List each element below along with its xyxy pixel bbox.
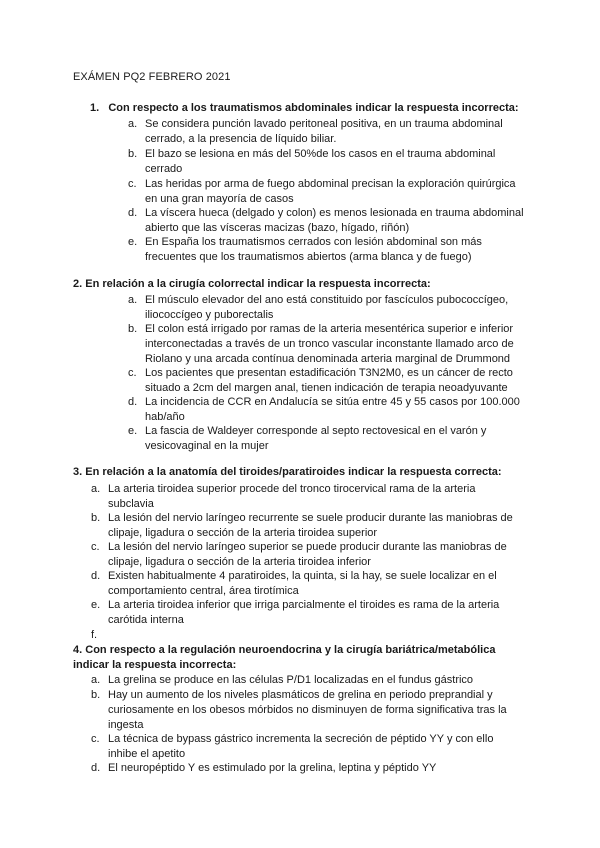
option-line: subclavia bbox=[108, 498, 154, 510]
option-3b bbox=[91, 511, 513, 541]
option-line: La grelina se produce en las células P/D1 localizadas en el fundus gástrico bbox=[108, 674, 474, 686]
option-letter: e. bbox=[91, 599, 101, 611]
option-1a bbox=[128, 117, 503, 147]
option-line: Se considera punción lavado peritoneal positiva, en un trauma abdominal bbox=[145, 118, 503, 130]
question-2-heading bbox=[73, 277, 431, 292]
option-line: abierto que las vísceras macizas (bazo, hígado, riñón) bbox=[145, 222, 410, 234]
option-letter: c. bbox=[91, 541, 100, 553]
option-line: carótida interna bbox=[108, 614, 184, 626]
option-line: clipaje, ligadura o sección de la arteria tiroidea superior bbox=[108, 527, 378, 539]
option-line: inhibe el apetito bbox=[108, 748, 186, 760]
option-4c bbox=[91, 732, 493, 762]
option-letter: c. bbox=[128, 178, 137, 190]
option-line: Existen habitualmente 4 paratiroides, la quinta, si la hay, se suele localizar en el bbox=[108, 570, 497, 582]
option-line: La incidencia de CCR en Andalucía se sitúa entre 45 y 55 casos por 100.000 bbox=[145, 396, 520, 408]
question-number: 1. bbox=[90, 102, 100, 114]
option-letter: b. bbox=[128, 323, 138, 335]
option-line: El músculo elevador del ano está constituido por fascículos pubococcígeo, bbox=[145, 294, 509, 306]
option-letter: d. bbox=[91, 762, 101, 774]
option-letter: d. bbox=[91, 570, 101, 582]
question-number: 4. bbox=[73, 644, 83, 656]
question-number: 2. bbox=[73, 278, 83, 290]
option-letter: a. bbox=[128, 294, 138, 306]
option-line: En España los traumatismos cerrados con lesión abdominal son más bbox=[145, 236, 482, 248]
option-4b bbox=[91, 688, 507, 733]
option-letter: d. bbox=[128, 207, 138, 219]
option-line: vesicovaginal en la mujer bbox=[145, 440, 269, 452]
option-line: La fascia de Waldeyer corresponde al septo rectovesical en el varón y bbox=[145, 425, 487, 437]
option-line: La técnica de bypass gástrico incrementa la secreción de péptido YY y con ello bbox=[108, 733, 494, 745]
option-letter: e. bbox=[128, 236, 138, 248]
option-letter: a. bbox=[91, 674, 101, 686]
question-text: indicar la respuesta incorrecta: bbox=[73, 659, 237, 671]
question-1-heading bbox=[90, 101, 519, 116]
question-text: Con respecto a los traumatismos abdominales indicar la respuesta incorrecta: bbox=[108, 102, 519, 114]
question-3-heading bbox=[73, 465, 502, 480]
option-2b bbox=[128, 322, 514, 367]
option-3c bbox=[91, 540, 507, 570]
option-line: El neuropéptido Y es estimulado por la grelina, leptina y péptido YY bbox=[108, 762, 437, 774]
option-line: La arteria tiroidea inferior que irriga parcialmente el tiroides es rama de la arteria bbox=[108, 599, 500, 611]
option-line: Hay un aumento de los niveles plasmáticos de grelina en periodo preprandial y bbox=[108, 689, 493, 701]
option-letter: c. bbox=[128, 367, 137, 379]
option-line: ingesta bbox=[108, 719, 144, 731]
question-text: En relación a la anatomía del tiroides/paratiroides indicar la respuesta correcta: bbox=[85, 466, 502, 478]
option-letter: a. bbox=[91, 483, 101, 495]
option-letter: b. bbox=[91, 689, 101, 701]
option-letter: c. bbox=[91, 733, 100, 745]
option-line: comportamiento central, área tirotímica bbox=[108, 585, 299, 597]
option-line: Las heridas por arma de fuego abdominal precisan la exploración quirúrgica bbox=[145, 178, 516, 190]
option-3d bbox=[91, 569, 497, 599]
option-3a bbox=[91, 482, 475, 512]
option-1e bbox=[128, 235, 482, 265]
option-line: cerrado, a la presencia de líquido biliar. bbox=[145, 133, 337, 145]
question-number: 3. bbox=[73, 466, 83, 478]
option-2a bbox=[128, 293, 508, 323]
option-1d bbox=[128, 206, 524, 236]
option-3e bbox=[91, 598, 499, 628]
option-line: El colon está irrigado por ramas de la arteria mesentérica superior e inferior bbox=[145, 323, 514, 335]
option-letter: b. bbox=[128, 148, 138, 160]
option-line: cerrado bbox=[145, 163, 183, 175]
option-line: clipaje, ligadura o sección de la arteria tiroidea inferior bbox=[108, 556, 371, 568]
option-1c bbox=[128, 177, 516, 207]
option-letter: e. bbox=[128, 425, 138, 437]
option-line: La lesión del nervio laríngeo superior se puede producir durante las maniobras de bbox=[108, 541, 507, 553]
option-letter: b. bbox=[91, 512, 101, 524]
option-line: en una gran mayoría de casos bbox=[145, 193, 294, 205]
question-4-heading bbox=[73, 643, 495, 673]
option-line: iliococcígeo y puborectalis bbox=[145, 309, 274, 321]
option-4a bbox=[91, 673, 473, 688]
option-line: interconectadas a través de un tronco vascular inconstante llamado arco de bbox=[145, 338, 514, 350]
option-letter: a. bbox=[128, 118, 138, 130]
page-title: EXÁMEN PQ2 FEBRERO 2021 bbox=[73, 71, 231, 83]
question-text: Con respecto a la regulación neuroendocrina y la cirugía bariátrica/metabólica bbox=[85, 644, 496, 656]
option-line: El bazo se lesiona en más del 50%de los casos en el trauma abdominal bbox=[145, 148, 496, 160]
option-2d bbox=[128, 395, 520, 425]
option-line: curiosamente en los obesos mórbidos no disminuyen de forma significativa tras la bbox=[108, 704, 507, 716]
option-line: frecuentes que los traumatismos abiertos (arma blanca y de fuego) bbox=[145, 251, 472, 263]
option-line: La arteria tiroidea superior procede del tronco tirocervical rama de la arteria bbox=[108, 483, 476, 495]
option-line: hab/año bbox=[145, 411, 185, 423]
option-line: Los pacientes que presentan estadificación T3N2M0, es un cáncer de recto bbox=[145, 367, 513, 379]
option-line: La lesión del nervio laríngeo recurrente se suele producir durante las maniobras de bbox=[108, 512, 513, 524]
option-line: situado a 2cm del margen anal, tienen indicación de terapia neoadyuvante bbox=[145, 382, 508, 394]
option-1b bbox=[128, 147, 495, 177]
question-text: En relación a la cirugía colorrectal indicar la respuesta incorrecta: bbox=[85, 278, 431, 290]
option-2e bbox=[128, 424, 486, 454]
option-letter: f. bbox=[91, 629, 98, 641]
option-line: La víscera hueca (delgado y colon) es menos lesionada en trauma abdominal bbox=[145, 207, 524, 219]
option-line: Riolano y una arcada contínua denominada arteria marginal de Drummond bbox=[145, 353, 511, 365]
option-2c bbox=[128, 366, 513, 396]
option-4d bbox=[91, 761, 436, 776]
option-letter: d. bbox=[128, 396, 138, 408]
